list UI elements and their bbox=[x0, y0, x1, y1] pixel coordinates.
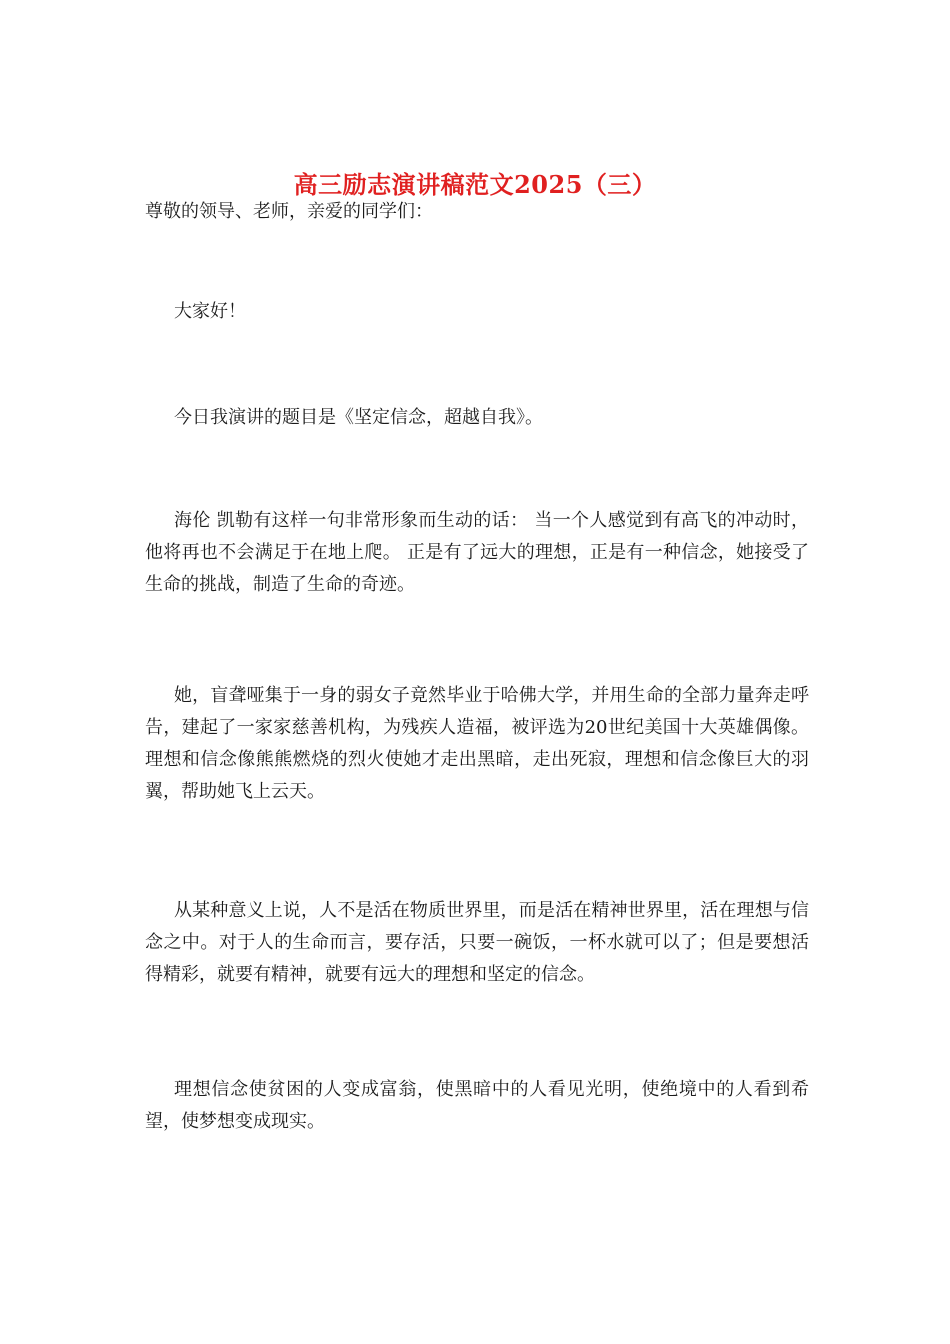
paragraph-6: 理想信念使贫困的人变成富翁，使黑暗中的人看见光明，使绝境中的人看到希望，使梦想变成现实。 bbox=[145, 1079, 809, 1132]
paragraph-4: 她，盲聋哑集于一身的弱女子竟然毕业于哈佛大学，并用生命的全部力量奔走呼告，建起了一家家慈善机构，为残疾人造福，被评选为20世纪美国十大英雄偶像。理想和信念像熊熊燃烧的烈火使她才走出黑暗，走出死寂，理想和信念像巨大的羽翼，帮助她飞上云天。 bbox=[145, 685, 809, 802]
paragraph-1: 大家好！ bbox=[174, 301, 246, 322]
page-title: 高三励志演讲稿范文2025（三） bbox=[293, 170, 657, 200]
paragraph-2: 今日我演讲的题目是《坚定信念，超越自我》。 bbox=[174, 407, 543, 428]
paragraph-3: 海伦 凯勒有这样一句非常形象而生动的话： 当一个人感觉到有高飞的冲动时，他将再也不会满足于在地上爬。 正是有了远大的理想，正是有一种信念，她接受了生命的挑战，制造了生命的奇迹。 bbox=[145, 510, 809, 595]
salutation-text: 尊敬的领导、老师，亲爱的同学们： bbox=[145, 201, 433, 222]
paragraph-5: 从某种意义上说，人不是活在物质世界里，而是活在精神世界里，活在理想与信念之中。对于人的生命而言，要存活，只要一碗饭，一杯水就可以了；但是要想活得精彩，就要有精神，就要有远大的理想和坚定的信念。 bbox=[145, 900, 809, 985]
